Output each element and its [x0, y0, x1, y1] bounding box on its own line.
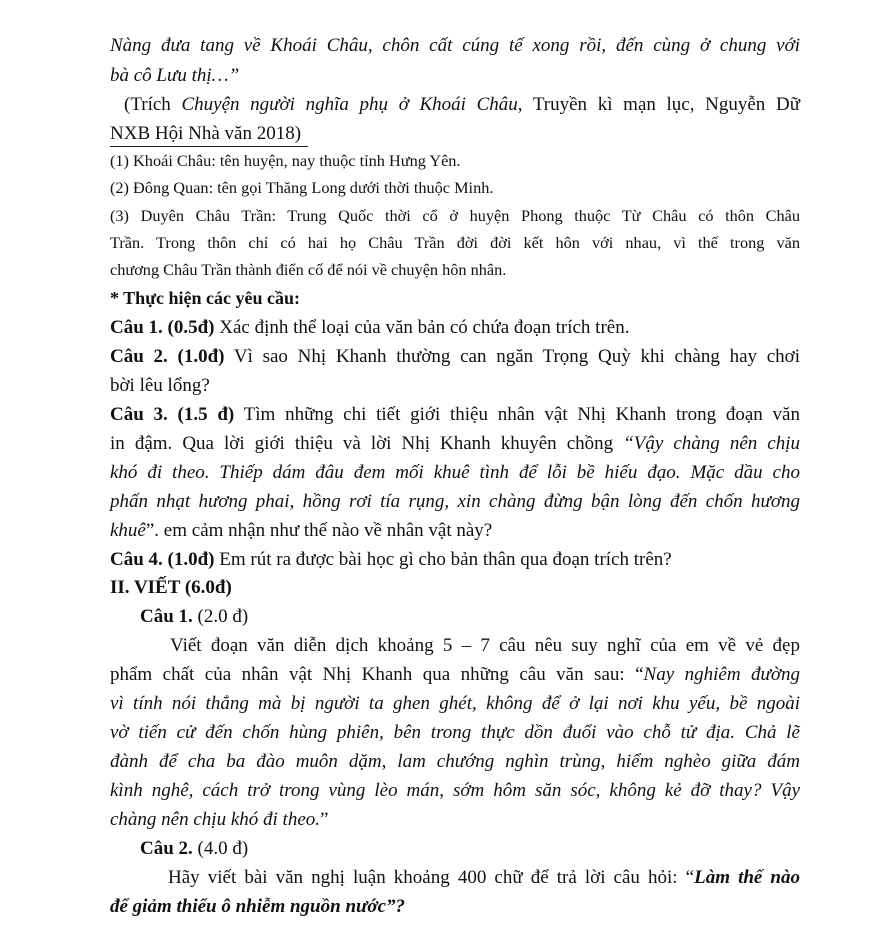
quoted-text: “Vậy chàng nên chịu	[623, 433, 801, 454]
closing-quote: ”	[320, 809, 329, 830]
question-label: Câu 2.	[140, 838, 193, 859]
footnote-item: (1) Khoái Châu: tên huyện, nay thuộc tỉnh Hưng Yên.	[110, 151, 461, 170]
question-points: (2.0 đ)	[192, 606, 249, 627]
quoted-text: khó đi theo. Thiếp dám đâu đem mối khuê tình để lỗi bề hiếu đạo. Mặc dầu cho	[110, 462, 800, 483]
quoted-text: phấn nhạt hương phai, hồng rơi tía rụng, xin chàng đừng bận lòng đến chốn hương	[110, 491, 800, 512]
question-3-line	[110, 521, 800, 540]
writing-question-1	[140, 607, 800, 626]
section-heading-writing: II. VIẾT (6.0đ)	[110, 577, 232, 598]
question-1	[110, 318, 800, 337]
question-text: in đậm. Qua lời giới thiệu và lời Nhị Khanh khuyên chồng	[110, 433, 624, 454]
question-2	[110, 347, 800, 366]
footnote-item: (3) Duyên Châu Trần: Trung Quốc thời cổ ở huyện Phong thuộc Từ Châu có thôn Châu	[110, 206, 800, 225]
footnote-item: chương Châu Trần thành điển cố để nói về chuyện hôn nhân.	[110, 260, 507, 279]
footnote-item: Trần. Trong thôn chỉ có hai họ Châu Trần đời đời kết hôn với nhau, vì thế trong văn	[110, 233, 800, 252]
writing-text-plain: Hãy viết bài văn nghị luận khoảng 400 chữ để trả lời câu hỏi: “	[168, 867, 695, 888]
quoted-text: vờ tiến cử đến chốn hùng phiên, bên trong thực dồn đuổi vào chỗ tử địa. Chả lẽ	[110, 722, 800, 743]
writing-question-2	[140, 839, 800, 858]
question-text: Tìm những chi tiết giới thiệu nhân vật Nhị Khanh trong đoạn văn	[234, 404, 800, 425]
quoted-text: Nay nghiêm đường	[643, 664, 800, 685]
question-text: Xác định thể loại của văn bản có chứa đoạn trích trên.	[214, 317, 630, 338]
quoted-text: kình nghê, cách trở trong vùng lèo mán, sớm hôm săn sóc, không kẻ đỡ thay? Vậy	[110, 780, 800, 801]
footnote-item: (2) Đông Quan: tên gọi Thăng Long dưới thời thuộc Minh.	[110, 178, 494, 197]
quoted-text: vì tính nói thẳng mà bị người ta ghen ghét, không để ở lại nơi khu yếu, bề ngoài	[110, 693, 800, 714]
passage-line: Nàng đưa tang về Khoái Châu, chôn cất cúng tế xong rồi, đến cùng ở chung với	[110, 35, 800, 56]
question-text: ”. em cảm nhận như thế nào về nhân vật này?	[145, 520, 493, 541]
question-4	[110, 550, 800, 569]
question-points: (4.0 đ)	[192, 838, 249, 859]
writing-text	[168, 868, 800, 887]
question-2-continued: bời lêu lổng?	[110, 375, 210, 396]
essay-prompt: Làm thế nào	[694, 867, 800, 888]
footnote-separator	[110, 146, 308, 147]
quoted-text: khuê	[110, 520, 146, 541]
writing-text: Viết đoạn văn diễn dịch khoảng 5 – 7 câu nêu suy nghĩ của em về vẻ đẹp	[170, 635, 800, 656]
question-label: Câu 1. (0.5đ)	[110, 317, 215, 338]
citation-prefix: (Trích	[124, 94, 182, 115]
quoted-text: chàng nên chịu khó đi theo.	[110, 809, 321, 830]
citation-work-title: Chuyện người nghĩa phụ ở Khoái Châu	[181, 94, 518, 115]
citation	[124, 95, 800, 114]
citation-source: , Truyền kì mạn lục, Nguyễn Dữ	[517, 94, 800, 115]
question-3-line	[110, 434, 800, 453]
essay-prompt: để giảm thiểu ô nhiễm nguồn nước”?	[110, 896, 406, 917]
question-label: Câu 3. (1.5 đ)	[110, 404, 235, 425]
passage-line: bà cô Lưu thị…”	[110, 65, 240, 86]
citation-publisher: NXB Hội Nhà văn 2018)	[110, 123, 302, 144]
tasks-heading: * Thực hiện các yêu cầu:	[110, 288, 300, 308]
writing-text-plain: phẩm chất của nhân vật Nhị Khanh qua những câu văn sau: “	[110, 664, 644, 685]
quoted-text: đành để cha ba đào muôn dặm, lam chướng nghìn trùng, hiểm nghèo giữa đám	[110, 751, 800, 772]
writing-text	[110, 665, 800, 684]
question-text: Vì sao Nhị Khanh thường can ngăn Trọng Quỳ khi chàng hay chơi	[224, 346, 800, 367]
writing-text	[110, 810, 800, 829]
question-3	[110, 405, 800, 424]
question-label: Câu 2. (1.0đ)	[110, 346, 225, 367]
question-label: Câu 4. (1.0đ)	[110, 549, 215, 570]
question-text: Em rút ra được bài học gì cho bản thân qua đoạn trích trên?	[214, 549, 672, 570]
question-label: Câu 1.	[140, 606, 193, 627]
